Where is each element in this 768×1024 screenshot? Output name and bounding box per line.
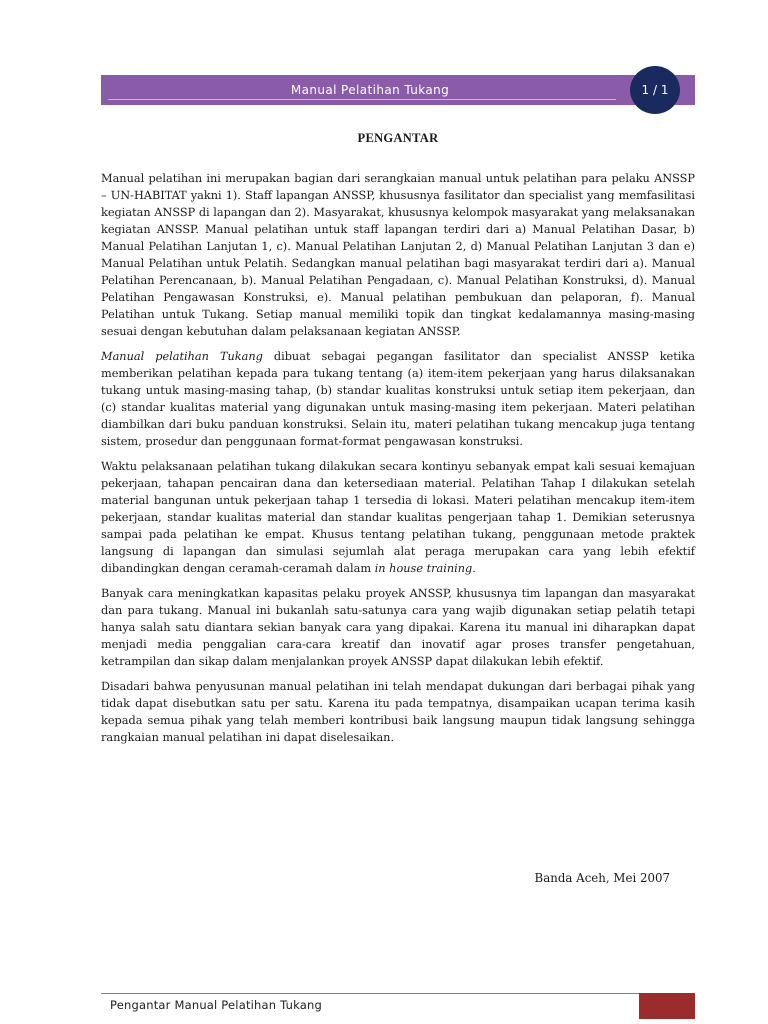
manual-title-emphasis: Manual pelatihan Tukang bbox=[101, 350, 263, 363]
paragraph-text: Manual pelatihan ini merupakan bagian dari serangkaian manual untuk pelatihan para pelaku ANSSP – UN-HABITAT yakni 1). Staff lapangan ANSSP, khususnya fasilitator dan specialist yang memfasilitasi kegiatan ANSSP di lapangan dan 2). Masyarakat, khususnya kelompok masyarakat yang melaksanakan kegiatan ANSSP. Manual pelatihan untuk staff lapangan terdiri dari a) Manual Pelatihan Dasar, b) Manual Pelatihan Lanjutan 1, c). Manual Pelatihan Lanjutan 2, d) Manual Pelatihan Lanjutan 3 dan e) Manual Pelatihan untuk Pelatih. Sedangkan manual pelatihan bagi masyarakat terdiri dari a). Manual Pelatihan Perencanaan, b). Manual Pelatihan Pengadaan, c). Manual Pelatihan Konstruksi, d). Manual Pelatihan Pengawasan Konstruksi, e). Manual pelatihan pembukuan dan pelaporan, f). Manual Pelatihan untuk Tukang. Setiap manual memiliki topik dan tingkat kedalamannya masing-masing sesuai dengan kebutuhan dalam pelaksanaan kegiatan ANSSP. bbox=[101, 172, 695, 338]
header-divider bbox=[108, 99, 616, 100]
place-date-signature: Banda Aceh, Mei 2007 bbox=[534, 871, 670, 885]
paragraph-text: Waktu pelaksanaan pelatihan tukang dilakukan secara kontinyu sebanyak empat kali sesuai kemajuan pekerjaan, tahapan pencairan dana dan ketersediaan material. Pelatihan Tahap I dilakukan setelah material bangunan untuk pekerjaan tahap 1 tersedia di lokasi. Materi pelatihan mencakup item-item pekerjaan, standar kualitas material dan standar kualitas pengerjaan tahap 1. Demikian seterusnya sampai pada pelatihan ke empat. Khusus tentang pelatihan tukang, penggunaan metode praktek langsung di lapangan dan simulasi sejumlah alat peraga merupakan cara yang lebih efektif dibandingkan dengan ceramah-ceramah dalam bbox=[101, 460, 695, 575]
header-title: Manual Pelatihan Tukang bbox=[290, 83, 450, 97]
paragraph-text: Banyak cara meningkatkan kapasitas pelaku proyek ANSSP, khususnya tim lapangan dan masyarakat dan para tukang. Manual ini bukanlah satu-satunya cara yang wajib digunakan setiap pelatih tetapi hanya salah satu diantara sekian banyak cara yang dipakai. Karena itu manual ini diharapkan dapat menjadi media penggalian cara-cara kreatif dan inovatif agar proses transfer pengetahuan, ketrampilan dan sikap dalam menjalankan proyek ANSSP dapat dilakukan lebih efektif. bbox=[101, 587, 695, 668]
paragraph-schedule bbox=[101, 458, 695, 577]
footer-title: Pengantar Manual Pelatihan Tukang bbox=[110, 998, 322, 1012]
paragraph-capacity bbox=[101, 585, 695, 670]
footer-divider bbox=[101, 993, 695, 994]
in-house-training-emphasis: in house training bbox=[374, 562, 473, 575]
document-body bbox=[101, 170, 695, 754]
page-title: PENGANTAR bbox=[357, 131, 439, 145]
paragraph-acknowledgement bbox=[101, 678, 695, 746]
paragraph-text: dibuat sebagai pegangan fasilitator dan specialist ANSSP ketika memberikan pelatihan kepada para tukang tentang (a) item-item pekerjaan yang harus dilaksanakan tukang untuk masing-masing tahap, (b) standar kualitas konstruksi untuk setiap item pekerjaan, dan (c) standar kualitas material yang digunakan untuk masing-masing item pekerjaan. Materi pelatihan diambilkan dari buku panduan konstruksi. Selain itu, materi pelatihan tukang mencakup juga tentang sistem, prosedur dan penggunaan format-format pengawasan konstruksi. bbox=[101, 350, 695, 448]
footer-accent-block bbox=[639, 993, 695, 1019]
sentence-period: . bbox=[472, 562, 476, 575]
page-number-badge: 1 / 1 bbox=[630, 66, 680, 114]
paragraph-intro bbox=[101, 170, 695, 340]
paragraph-purpose bbox=[101, 348, 695, 450]
paragraph-text: Disadari bahwa penyusunan manual pelatihan ini telah mendapat dukungan dari berbagai pihak yang tidak dapat disebutkan satu per satu. Karena itu pada tempatnya, disampaikan ucapan terima kasih kepada semua pihak yang telah memberi kontribusi baik langsung maupun tidak langsung sehingga rangkaian manual pelatihan ini dapat diselesaikan. bbox=[101, 680, 695, 744]
